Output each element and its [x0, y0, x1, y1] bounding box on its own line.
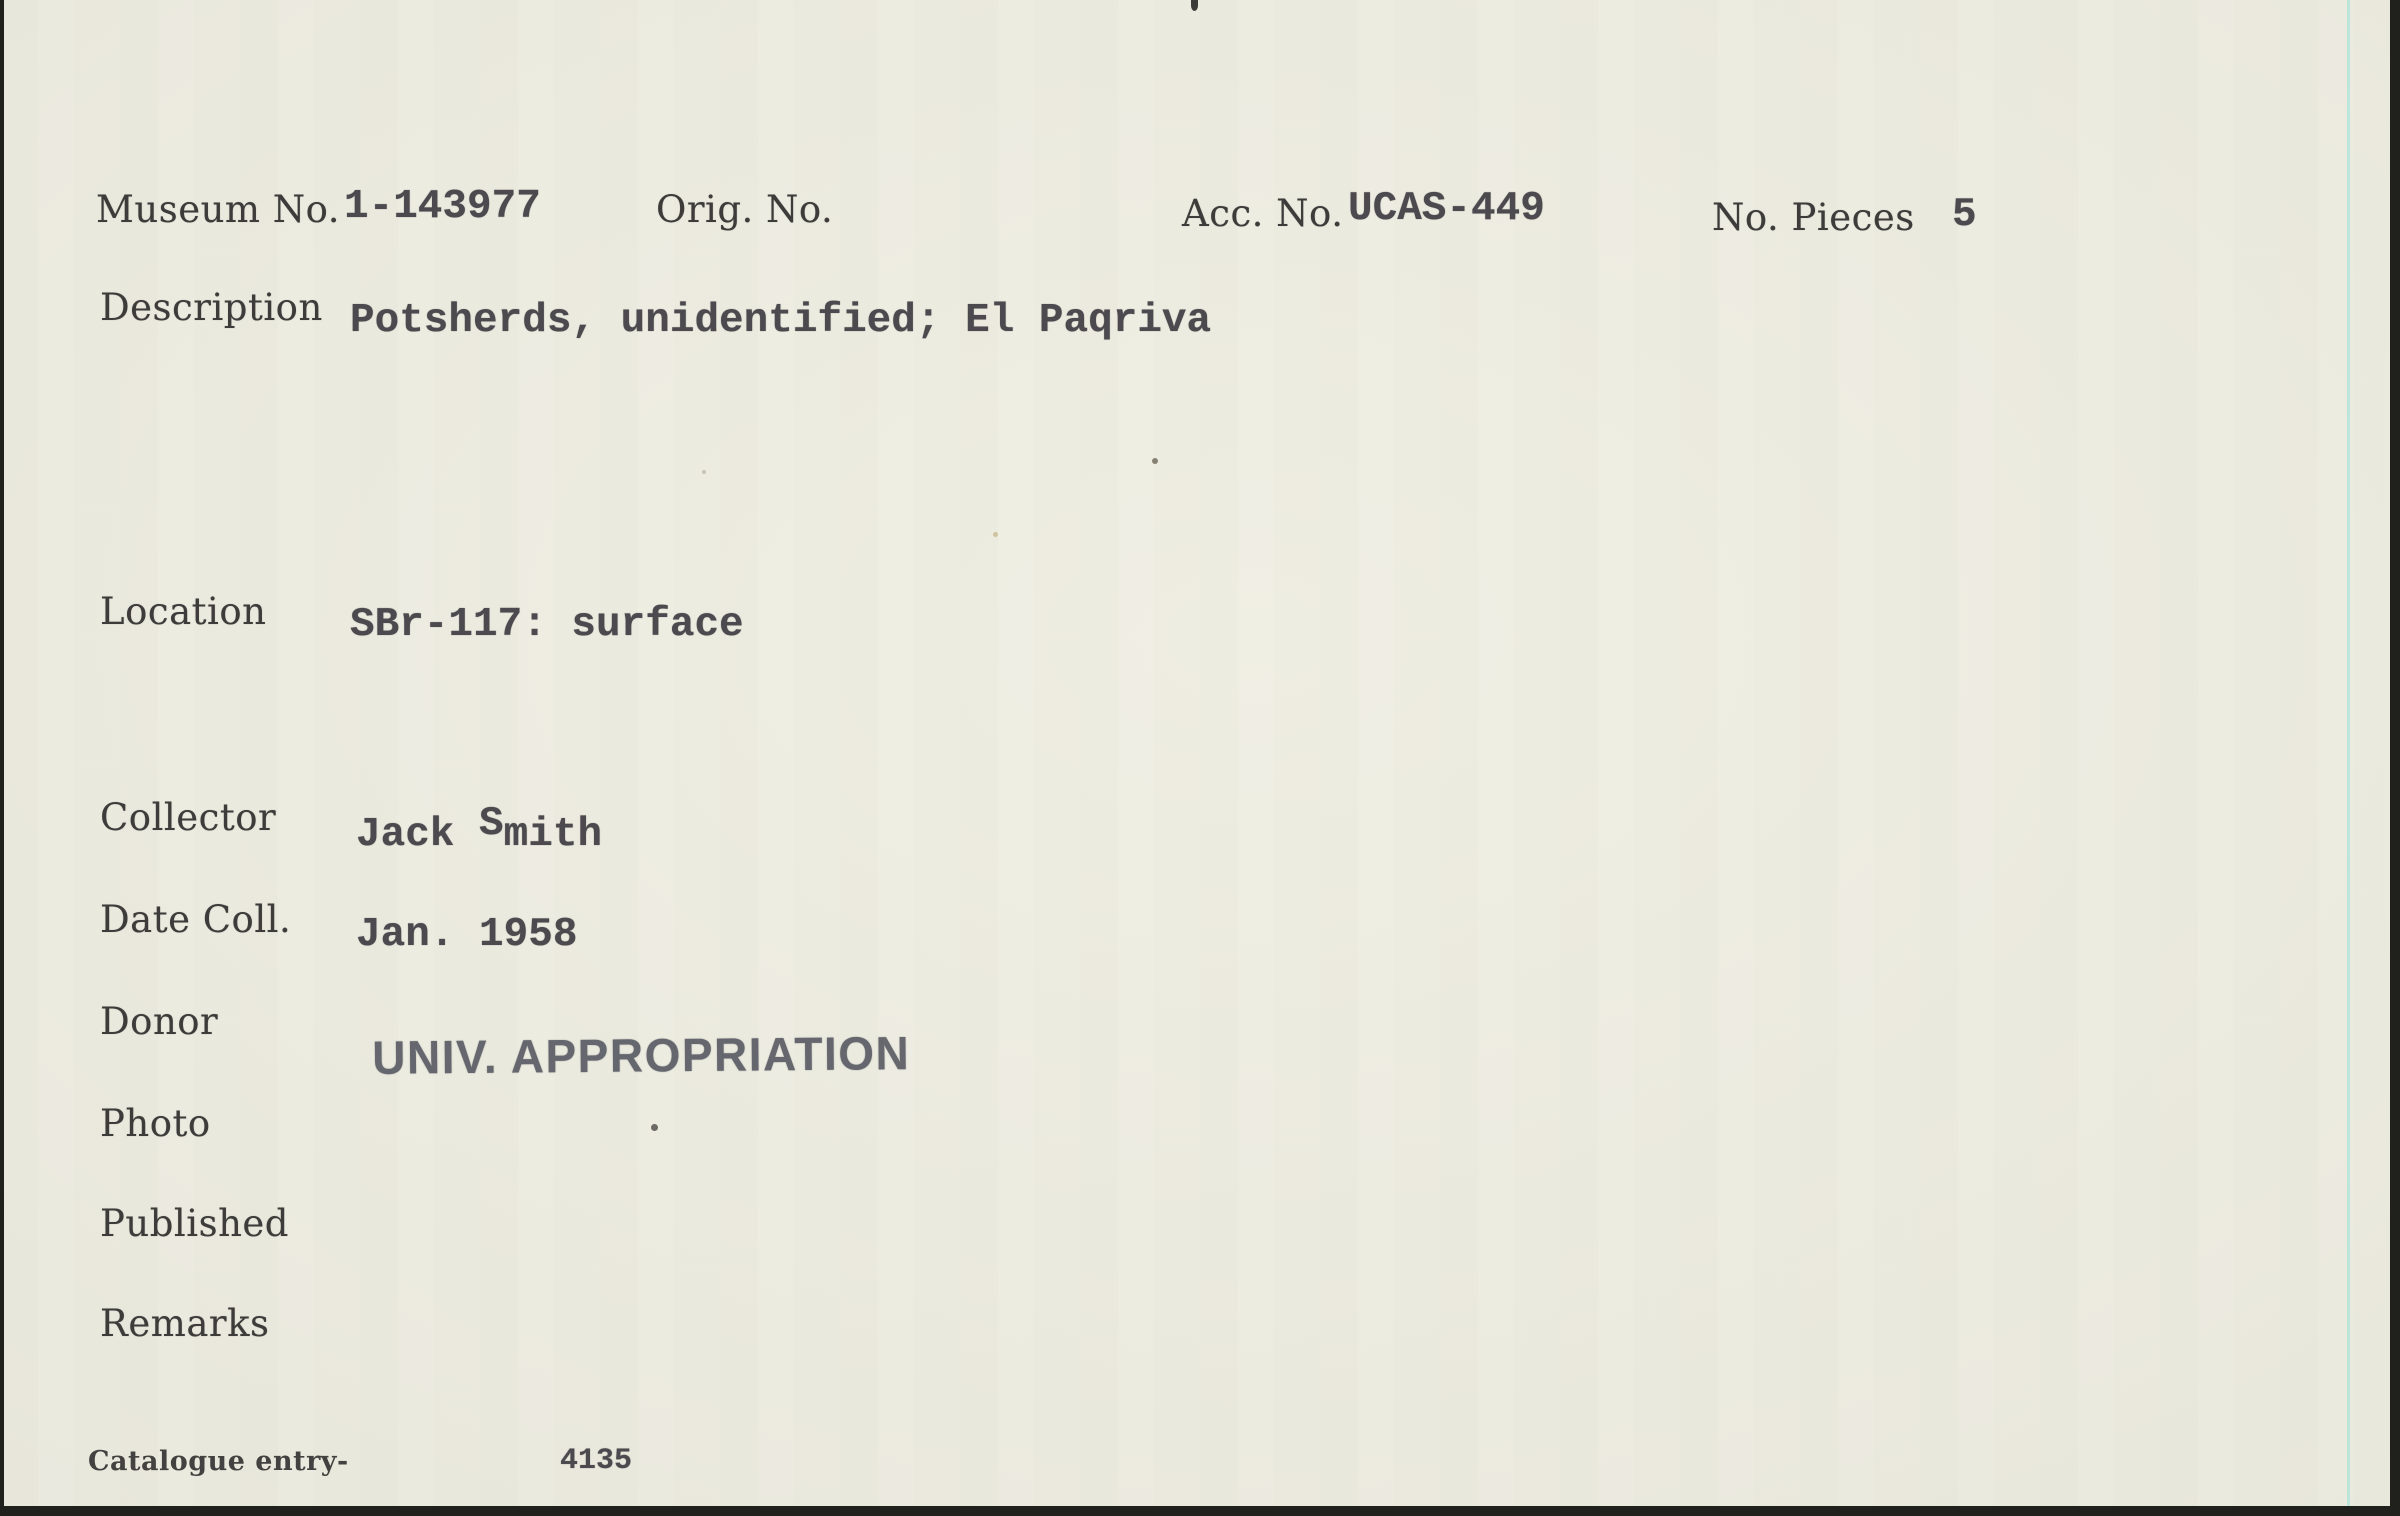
collector-value	[356, 801, 603, 858]
pieces-label: No. Pieces	[1712, 196, 1915, 239]
published-label: Published	[100, 1202, 289, 1245]
scan-edge-right	[2390, 0, 2400, 1516]
acc-no-value: UCAS-449	[1348, 186, 1545, 232]
description-value: Potsherds, unidentified; El Paqriva	[350, 298, 1212, 344]
description-label: Description	[100, 286, 323, 329]
paper-speck	[651, 1124, 658, 1131]
orig-no-label: Orig. No.	[656, 188, 834, 231]
catalogue-entry-label: Catalogue entry-	[88, 1446, 349, 1477]
collector-value-first: Jack	[356, 812, 480, 858]
date-coll-label: Date Coll.	[100, 898, 292, 941]
catalogue-entry-number: 4135	[560, 1444, 633, 1478]
location-label: Location	[100, 590, 267, 633]
donor-label: Donor	[100, 1000, 219, 1043]
museum-no-label: Museum No.	[96, 188, 341, 231]
collector-label: Collector	[100, 796, 277, 839]
date-coll-value: Jan. 1958	[356, 912, 578, 958]
photo-label: Photo	[100, 1102, 211, 1145]
scan-edge-left	[0, 0, 4, 1516]
remarks-label: Remarks	[100, 1302, 270, 1345]
paper-speck	[702, 470, 706, 474]
scan-edge-bottom	[0, 1506, 2400, 1516]
collector-value-raised-letter: S	[479, 801, 504, 847]
paper-speck	[1152, 458, 1158, 464]
location-value: SBr-117: surface	[350, 602, 744, 648]
card-guide-line	[2347, 0, 2350, 1516]
donor-stamp: UNIV. APPROPRIATION	[372, 1026, 911, 1085]
museum-no-value: 1-143977	[344, 184, 541, 230]
paper-speck	[993, 532, 998, 537]
collector-value-rest: mith	[503, 812, 603, 858]
pieces-value: 5	[1952, 192, 1977, 238]
acc-no-label: Acc. No.	[1182, 192, 1344, 235]
paper-speck	[1191, 0, 1198, 11]
